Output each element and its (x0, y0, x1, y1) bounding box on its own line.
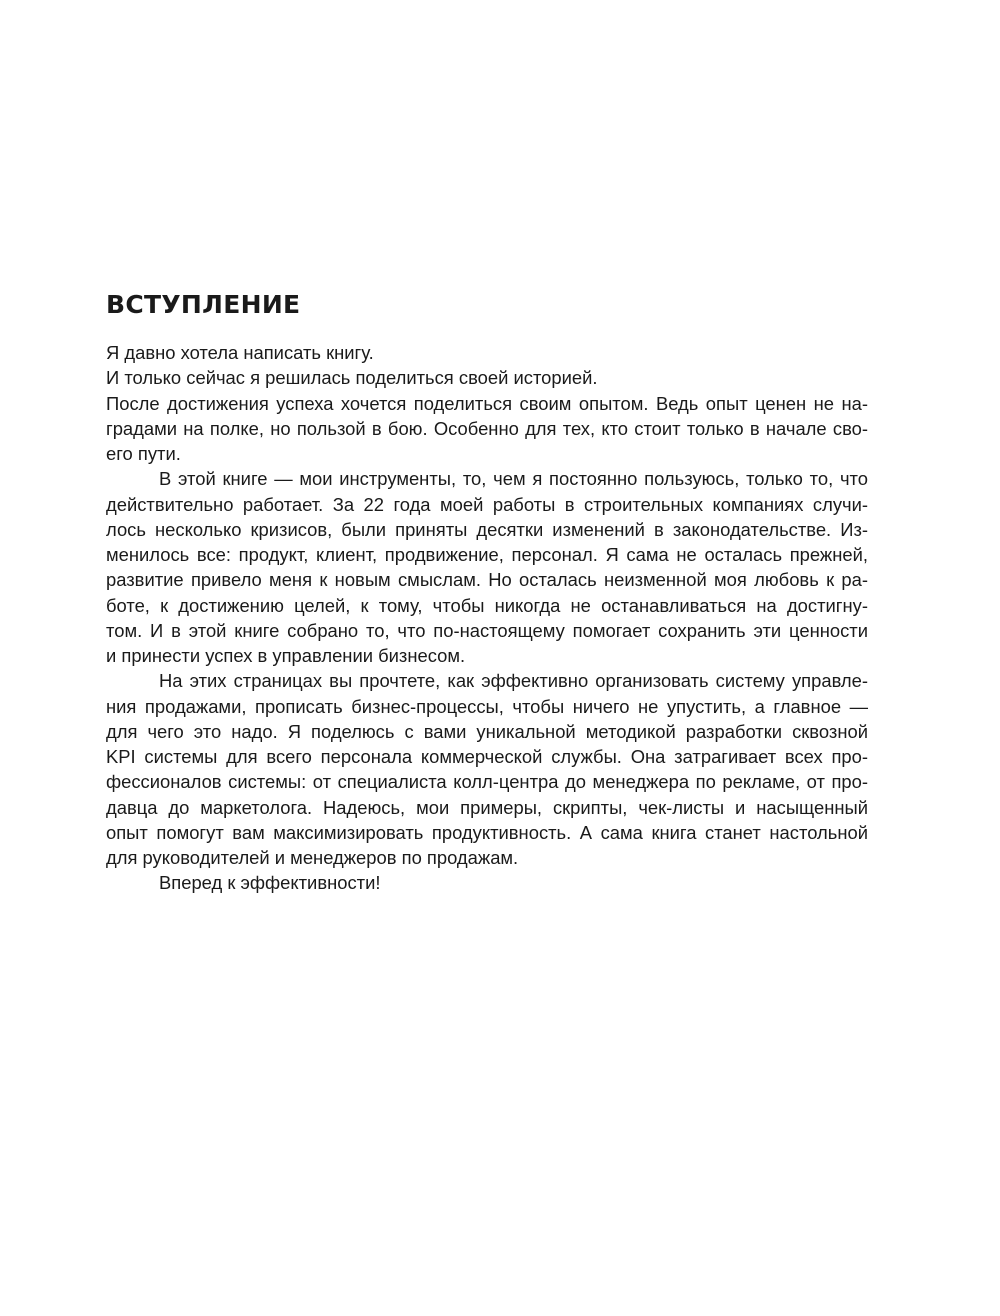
text-line: давца до маркетолога. Надеюсь, мои примеры, скрипты, чек-листы и насыщенный (106, 796, 868, 818)
text-line: И только сейчас я решилась поделиться своей историей. (106, 367, 598, 389)
text-line: развитие привело меня к новым смыслам. Но осталась неизменной моя любовь к ра- (106, 569, 868, 591)
text-line: лось несколько кризисов, были приняты десятки изменений в законодательстве. Из- (106, 518, 868, 540)
text-line: Вперед к эффективности! (159, 872, 381, 894)
intro-body-text (106, 340, 868, 896)
text-line: его пути. (106, 443, 181, 464)
text-line: действительно работает. За 22 года моей работы в строительных компаниях случи- (106, 493, 868, 515)
text-line: том. И в этой книге собрано то, что по-настоящему помогает сохранить эти ценности (106, 619, 868, 641)
text-line: боте, к достижению целей, к тому, чтобы никогда не останавливаться на достигну- (106, 594, 868, 616)
text-line: После достижения успеха хочется поделиться своим опытом. Ведь опыт ценен не на- (106, 392, 868, 414)
text-line: В этой книге — мои инструменты, то, чем я постоянно пользуюсь, только то, что (159, 468, 868, 490)
text-line: для руководителей и менеджеров по продажам. (106, 847, 519, 868)
text-line: Я давно хотела написать книгу. (106, 342, 374, 363)
text-line: для чего это надо. Я поделюсь с вами уникальной методикой разработки сквозной (106, 720, 868, 742)
text-line: менилось все: продукт, клиент, продвижение, персонал. Я сама не осталась прежней, (106, 544, 868, 565)
chapter-heading: ВСТУПЛЕНИЕ (106, 290, 301, 319)
text-line: KPI системы для всего персонала коммерческой службы. Она затрагивает всех про- (106, 746, 868, 767)
text-line: ния продажами, прописать бизнес-процессы, чтобы ничего не упустить, а главное — (106, 695, 868, 717)
text-line: На этих страницах вы прочтете, как эффективно организовать систему управле- (159, 670, 868, 692)
text-line: и принести успех в управлении бизнесом. (106, 645, 466, 666)
text-line: опыт помогут вам максимизировать продуктивность. А сама книга станет настольной (106, 821, 868, 843)
text-line: градами на полке, но пользой в бою. Особенно для тех, кто стоит только в начале сво- (106, 417, 868, 439)
text-line: фессионалов системы: от специалиста колл-центра до менеджера по рекламе, от про- (106, 771, 868, 793)
